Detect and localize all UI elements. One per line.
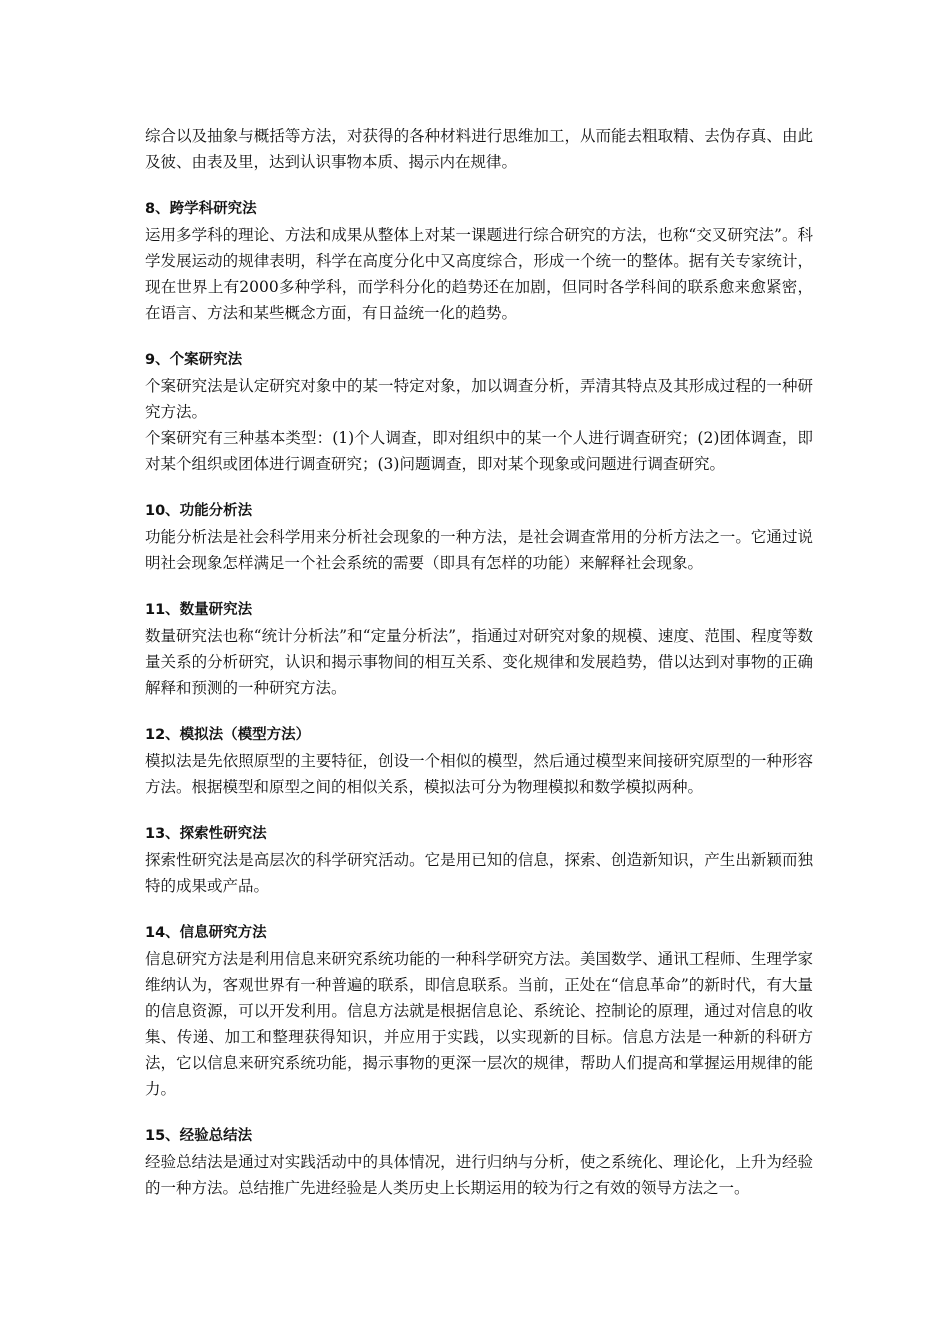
section-10 (145, 498, 813, 576)
section-heading: 10、功能分析法 (145, 503, 253, 519)
section-heading: 15、经验总结法 (145, 1128, 253, 1144)
intro-paragraph: 综合以及抽象与概括等方法，对获得的各种材料进行思维加工，从而能去粗取精、去伪存真、由此及彼、由表及里，达到认识事物本质、揭示内在规律。 (145, 127, 813, 171)
section-14 (145, 920, 813, 1102)
section-heading: 12、模拟法（模型方法） (145, 727, 311, 743)
section-8 (145, 196, 813, 326)
intro-section (145, 123, 813, 175)
section-paragraph: 功能分析法是社会科学用来分析社会现象的一种方法，是社会调查常用的分析方法之一。它通过说明社会现象怎样满足一个社会系统的需要（即具有怎样的功能）来解释社会现象。 (145, 528, 813, 572)
section-9 (145, 347, 813, 477)
section-13 (145, 821, 813, 899)
section-paragraph: 探索性研究法是高层次的科学研究活动。它是用已知的信息，探索、创造新知识，产生出新颖而独特的成果或产品。 (145, 851, 813, 895)
section-heading: 11、数量研究法 (145, 602, 253, 618)
section-paragraph: 数量研究法也称“统计分析法”和“定量分析法”，指通过对研究对象的规模、速度、范围、程度等数量关系的分析研究，认识和揭示事物间的相互关系、变化规律和发展趋势，借以达到对事物的正确解释和预测的一种研究方法。 (145, 627, 813, 697)
section-15 (145, 1123, 813, 1201)
section-paragraph: 信息研究方法是利用信息来研究系统功能的一种科学研究方法。美国数学、通讯工程师、生理学家维纳认为，客观世界有一种普遍的联系，即信息联系。当前，正处在“信息革命”的新时代，有大量的信息资源，可以开发利用。信息方法就是根据信息论、系统论、控制论的原理，通过对信息的收集、传递、加工和整理获得知识，并应用于实践，以实现新的目标。信息方法是一种新的科研方法，它以信息来研究系统功能，揭示事物的更深一层次的规律，帮助人们提高和掌握运用规律的能力。 (145, 950, 813, 1098)
section-12 (145, 722, 813, 800)
section-paragraph: 个案研究法是认定研究对象中的某一特定对象，加以调查分析，弄清其特点及其形成过程的一种研究方法。 (145, 377, 813, 421)
section-heading: 9、个案研究法 (145, 352, 243, 368)
section-heading: 13、探索性研究法 (145, 826, 267, 842)
section-11 (145, 597, 813, 701)
section-paragraph: 模拟法是先依照原型的主要特征，创设一个相似的模型，然后通过模型来间接研究原型的一种形容方法。根据模型和原型之间的相似关系，模拟法可分为物理模拟和数学模拟两种。 (145, 752, 813, 796)
section-heading: 14、信息研究方法 (145, 925, 267, 941)
section-paragraph: 运用多学科的理论、方法和成果从整体上对某一课题进行综合研究的方法，也称“交叉研究法”。科学发展运动的规律表明，科学在高度分化中又高度综合，形成一个统一的整体。据有关专家统计，现在世界上有2000多种学科，而学科分化的趋势还在加剧，但同时各学科间的联系愈来愈紧密，在语言、方法和某些概念方面，有日益统一化的趋势。 (145, 226, 813, 322)
section-paragraph: 经验总结法是通过对实践活动中的具体情况，进行归纳与分析，使之系统化、理论化，上升为经验的一种方法。总结推广先进经验是人类历史上长期运用的较为行之有效的领导方法之一。 (145, 1153, 813, 1197)
section-heading: 8、跨学科研究法 (145, 201, 257, 217)
document-page (145, 123, 813, 1222)
section-paragraph: 个案研究有三种基本类型：(1)个人调查，即对组织中的某一个人进行调查研究；(2)团体调查，即对某个组织或团体进行调查研究；(3)问题调查，即对某个现象或问题进行调查研究。 (145, 429, 813, 473)
